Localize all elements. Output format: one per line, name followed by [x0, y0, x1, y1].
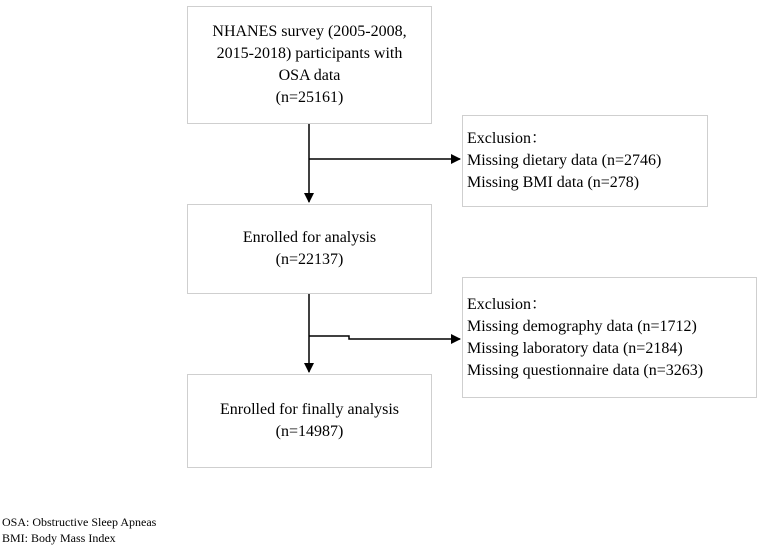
arrow-to-exclusion-2: [309, 336, 460, 339]
enrolled-line-2: (n=22137): [275, 251, 344, 268]
exclusion-2-item-3: Missing questionnaire data (n=3263): [467, 361, 704, 379]
exclusion-2-title: Exclusion：: [467, 295, 547, 313]
survey-line-1: NHANES survey (2005-2008,: [212, 23, 407, 40]
survey-line-3: OSA data: [278, 67, 341, 84]
exclusion-2-item-1: Missing demography data (n=1712): [467, 317, 697, 335]
final-line-1: Enrolled for finally analysis: [219, 401, 400, 418]
footnotes: [2, 514, 156, 546]
enrolled-line-1: Enrolled for analysis: [242, 229, 377, 246]
footnote-bmi: BMI: Body Mass Index: [2, 531, 116, 545]
survey-line-4: (n=25161): [275, 89, 344, 106]
final-line-2: (n=14987): [275, 423, 344, 440]
survey-line-2: 2015-2018) participants with: [216, 45, 403, 62]
footnote-osa: OSA: Obstructive Sleep Apneas: [2, 515, 157, 529]
exclusion-2-item-2: Missing laboratory data (n=2184): [467, 339, 683, 357]
exclusion-1-title: Exclusion：: [467, 130, 547, 147]
exclusion-1-item-2: Missing BMI data (n=278): [467, 174, 640, 191]
exclusion-1-item-1: Missing dietary data (n=2746): [467, 152, 662, 169]
